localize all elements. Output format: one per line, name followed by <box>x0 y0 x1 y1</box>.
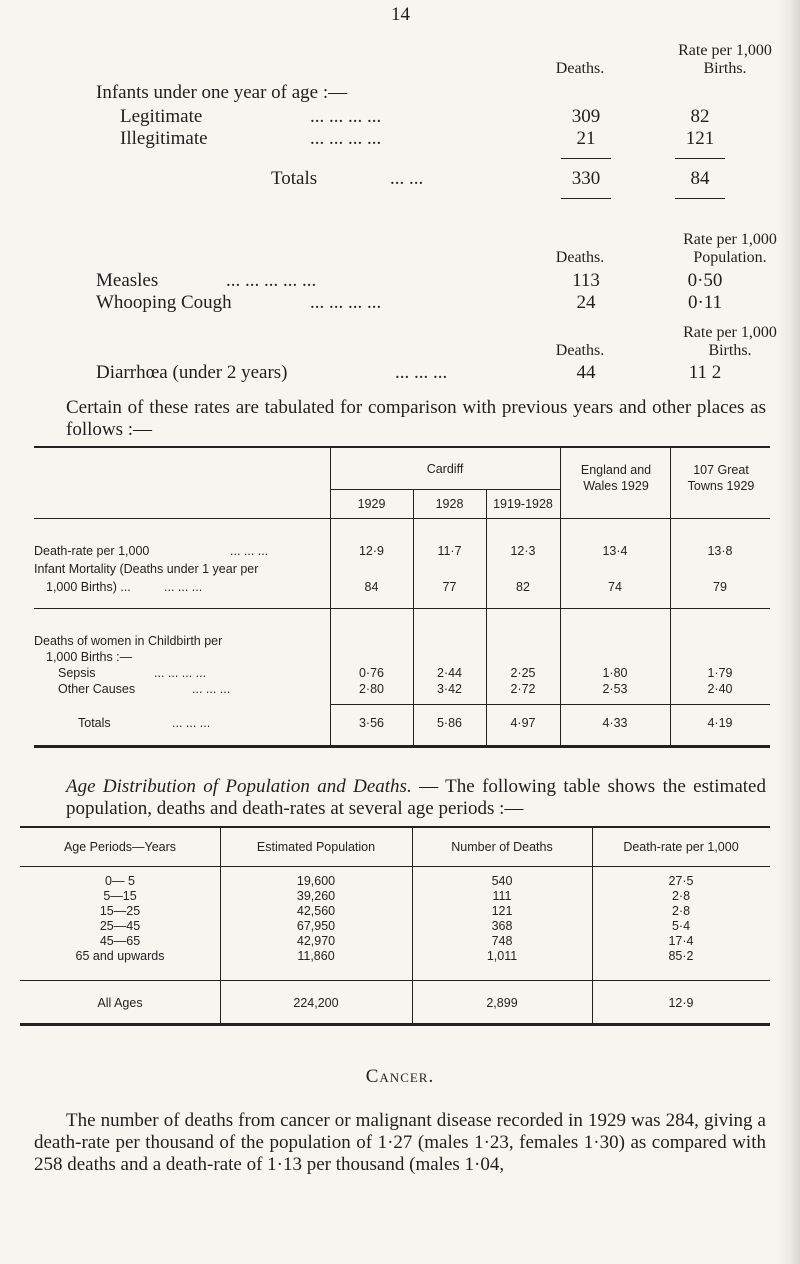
cell-age: 5—15 <box>103 889 137 903</box>
table-header-rule <box>34 518 770 519</box>
cell-value: 4·97 <box>510 716 536 730</box>
cell-deaths: 111 <box>492 889 512 903</box>
cell-value: 11·7 <box>437 544 462 558</box>
cell-death-rate: 5·4 <box>671 919 691 933</box>
cell-value: 0·76 <box>358 666 385 680</box>
cell-value: 5·86 <box>436 716 463 730</box>
leader-dots: ... ... ... ... <box>310 128 382 149</box>
cell-value: 1·80 <box>602 666 628 680</box>
age-table-rows-extra <box>20 826 770 1026</box>
cell-value: 2·40 <box>707 682 733 696</box>
sum-rule <box>561 198 611 199</box>
cell-age: 65 and upwards <box>75 949 165 963</box>
page-number: 14 <box>391 4 410 25</box>
cell-deaths: 2,899 <box>486 996 518 1010</box>
cell-deaths: 121 <box>491 904 513 918</box>
row-label: Whooping Cough <box>96 292 232 313</box>
cell-value: 3·42 <box>436 682 463 696</box>
col-header-death-rate: Death-rate per 1,000 <box>623 840 739 854</box>
column-divider <box>560 446 561 746</box>
infants-heading: Infants under one year of age :— <box>96 82 348 103</box>
col-header-1929: 1929 <box>357 497 386 511</box>
rate-value: 0·50 <box>687 270 723 291</box>
rate-value: 0·11 <box>687 292 723 313</box>
deaths-column-header: Deaths. <box>555 342 605 359</box>
cell-value: 12·3 <box>510 544 536 558</box>
cell-value: 13·4 <box>602 544 628 558</box>
cell-value: 2·53 <box>602 682 628 696</box>
cell-deaths: 1,011 <box>486 949 518 963</box>
cell-death-rate: 2·8 <box>671 889 691 903</box>
rate-value: 11 2 <box>688 362 722 383</box>
age-distribution-text: — The following table shows the estimated population, deaths and death-rates at several age periods :— <box>66 776 766 819</box>
rate-column-header-births: Births. <box>703 60 747 77</box>
cell-population: 11,860 <box>297 949 335 963</box>
cell-age: 25—45 <box>99 919 141 933</box>
cell-value: 12·9 <box>358 544 385 558</box>
cell-age: 45—65 <box>99 934 141 948</box>
leader-dots: ... ... ... ... <box>310 106 382 127</box>
leader-dots: ... ... ... ... <box>154 666 207 680</box>
cell-deaths: 748 <box>491 934 513 948</box>
deaths-value: 44 <box>576 362 596 383</box>
row-label: Illegitimate <box>120 128 208 149</box>
rate-column-header: Rate per 1,000 <box>678 42 772 59</box>
col-header-1928: 1928 <box>435 497 464 511</box>
col-header-great-towns: 107 Great Towns 1929 <box>687 463 755 493</box>
age-distribution-heading: Age Distribution of Population and Deaths. <box>66 776 412 797</box>
rate-column-header-births: Births. <box>708 342 752 359</box>
cell-death-rate: 85·2 <box>668 949 694 963</box>
cell-value: 79 <box>713 580 727 594</box>
deaths-value: 113 <box>572 270 600 291</box>
sum-rule <box>675 158 725 159</box>
cell-value: 74 <box>608 580 622 594</box>
leader-dots: ... ... ... <box>192 682 231 696</box>
cell-death-rate: 27·5 <box>668 874 694 888</box>
cell-value: 2·25 <box>510 666 536 680</box>
childbirth-heading-continued: 1,000 Births :— <box>46 650 133 664</box>
row-label: Death-rate per 1,000 <box>34 544 150 558</box>
cell-value: 2·72 <box>510 682 536 696</box>
childbirth-heading: Deaths of women in Childbirth per <box>34 634 223 648</box>
cell-age: 15—25 <box>99 904 141 918</box>
cell-population: 19,600 <box>296 874 336 888</box>
cell-deaths: 540 <box>491 874 513 888</box>
cell-death-rate: 12·9 <box>668 996 694 1010</box>
cell-population: 224,200 <box>293 996 339 1010</box>
table-row-rule <box>34 608 770 609</box>
deaths-value: 24 <box>576 292 596 313</box>
deaths-column-header: Deaths. <box>555 249 605 266</box>
sum-rule <box>675 198 725 199</box>
cell-value: 4·19 <box>707 716 733 730</box>
rate-total: 84 <box>690 168 710 189</box>
cardiff-group-header: Cardiff <box>426 462 464 476</box>
age-distribution-paragraph <box>66 776 766 820</box>
leader-dots: ... ... ... <box>395 362 448 383</box>
deaths-value: 21 <box>576 128 596 149</box>
column-divider <box>330 446 331 746</box>
col-header-population: Estimated Population <box>256 840 376 854</box>
rate-column-header-population: Population. <box>693 249 767 266</box>
row-label-continued: 1,000 Births) ... <box>46 580 131 594</box>
col-header-england-wales: England and Wales 1929 <box>580 463 652 493</box>
cell-value: 2·80 <box>358 682 385 696</box>
cell-population: 42,970 <box>296 934 336 948</box>
cell-value: 13·8 <box>707 544 733 558</box>
leader-dots: ... ... ... <box>164 580 203 594</box>
cell-population: 42,560 <box>296 904 336 918</box>
cell-value: 77 <box>442 580 457 594</box>
row-label: Other Causes <box>58 682 136 696</box>
col-header-age: Age Periods—Years <box>63 840 177 854</box>
totals-rule <box>330 704 770 705</box>
column-divider <box>413 489 414 746</box>
cell-deaths: 368 <box>491 919 513 933</box>
cell-value: 3·56 <box>358 716 385 730</box>
rate-column-header: Rate per 1,000 <box>683 231 777 248</box>
column-divider <box>670 446 671 746</box>
deaths-column-header: Deaths. <box>555 60 605 77</box>
sum-rule <box>561 158 611 159</box>
cell-value: 82 <box>516 580 530 594</box>
rate-column-header: Rate per 1,000 <box>683 324 777 341</box>
cell-value: 2·44 <box>436 666 463 680</box>
cell-age: 0— 5 <box>105 874 135 888</box>
comparison-table <box>34 446 770 746</box>
cell-population: 67,950 <box>296 919 336 933</box>
row-label: Infant Mortality (Deaths under 1 year per <box>34 562 259 576</box>
leader-dots: ... ... ... <box>172 716 211 730</box>
leader-dots: ... ... ... ... <box>310 292 382 313</box>
cell-value: 4·33 <box>602 716 628 730</box>
cell-population: 39,260 <box>296 889 336 903</box>
leader-dots: ... ... ... ... ... <box>226 270 317 291</box>
row-label: Legitimate <box>120 106 203 127</box>
row-label: Diarrhœa (under 2 years) <box>96 362 288 383</box>
cell-age: All Ages <box>97 996 143 1010</box>
table-bottom-rule <box>34 745 770 748</box>
leader-dots: ... ... ... <box>230 544 269 558</box>
col-header-deaths: Number of Deaths <box>451 840 553 854</box>
cancer-heading: Cancer. <box>365 1066 435 1087</box>
page-edge-shadow <box>778 0 800 1264</box>
cell-death-rate: 2·8 <box>671 904 691 918</box>
table-top-rule <box>34 446 770 448</box>
totals-label: Totals <box>271 168 318 189</box>
deaths-total: 330 <box>571 168 601 189</box>
comparison-intro-paragraph: Certain of these rates are tabulated for comparison with previous years and other places as follows :— <box>66 397 766 440</box>
totals-label: Totals <box>78 716 111 730</box>
leader-dots: ... ... <box>390 168 424 189</box>
rate-value: 121 <box>685 128 715 149</box>
cell-value: 84 <box>364 580 379 594</box>
row-label: Measles <box>96 270 159 291</box>
cell-death-rate: 17·4 <box>668 934 694 948</box>
cell-value: 1·79 <box>707 666 733 680</box>
cardiff-group-rule <box>330 489 560 490</box>
col-header-1919-1928: 1919-1928 <box>493 497 553 511</box>
rate-value: 82 <box>690 106 710 127</box>
column-divider <box>486 489 487 746</box>
row-label: Sepsis <box>58 666 96 680</box>
deaths-value: 309 <box>571 106 601 127</box>
cancer-paragraph: The number of deaths from cancer or malignant disease recorded in 1929 was 284, giving a death-rate per thousand of the population of 1·27 (males 1·23, females 1·30) as compared with 258 deaths and a death-rate of 1·13 per thousand (males 1·04, <box>34 1110 766 1175</box>
